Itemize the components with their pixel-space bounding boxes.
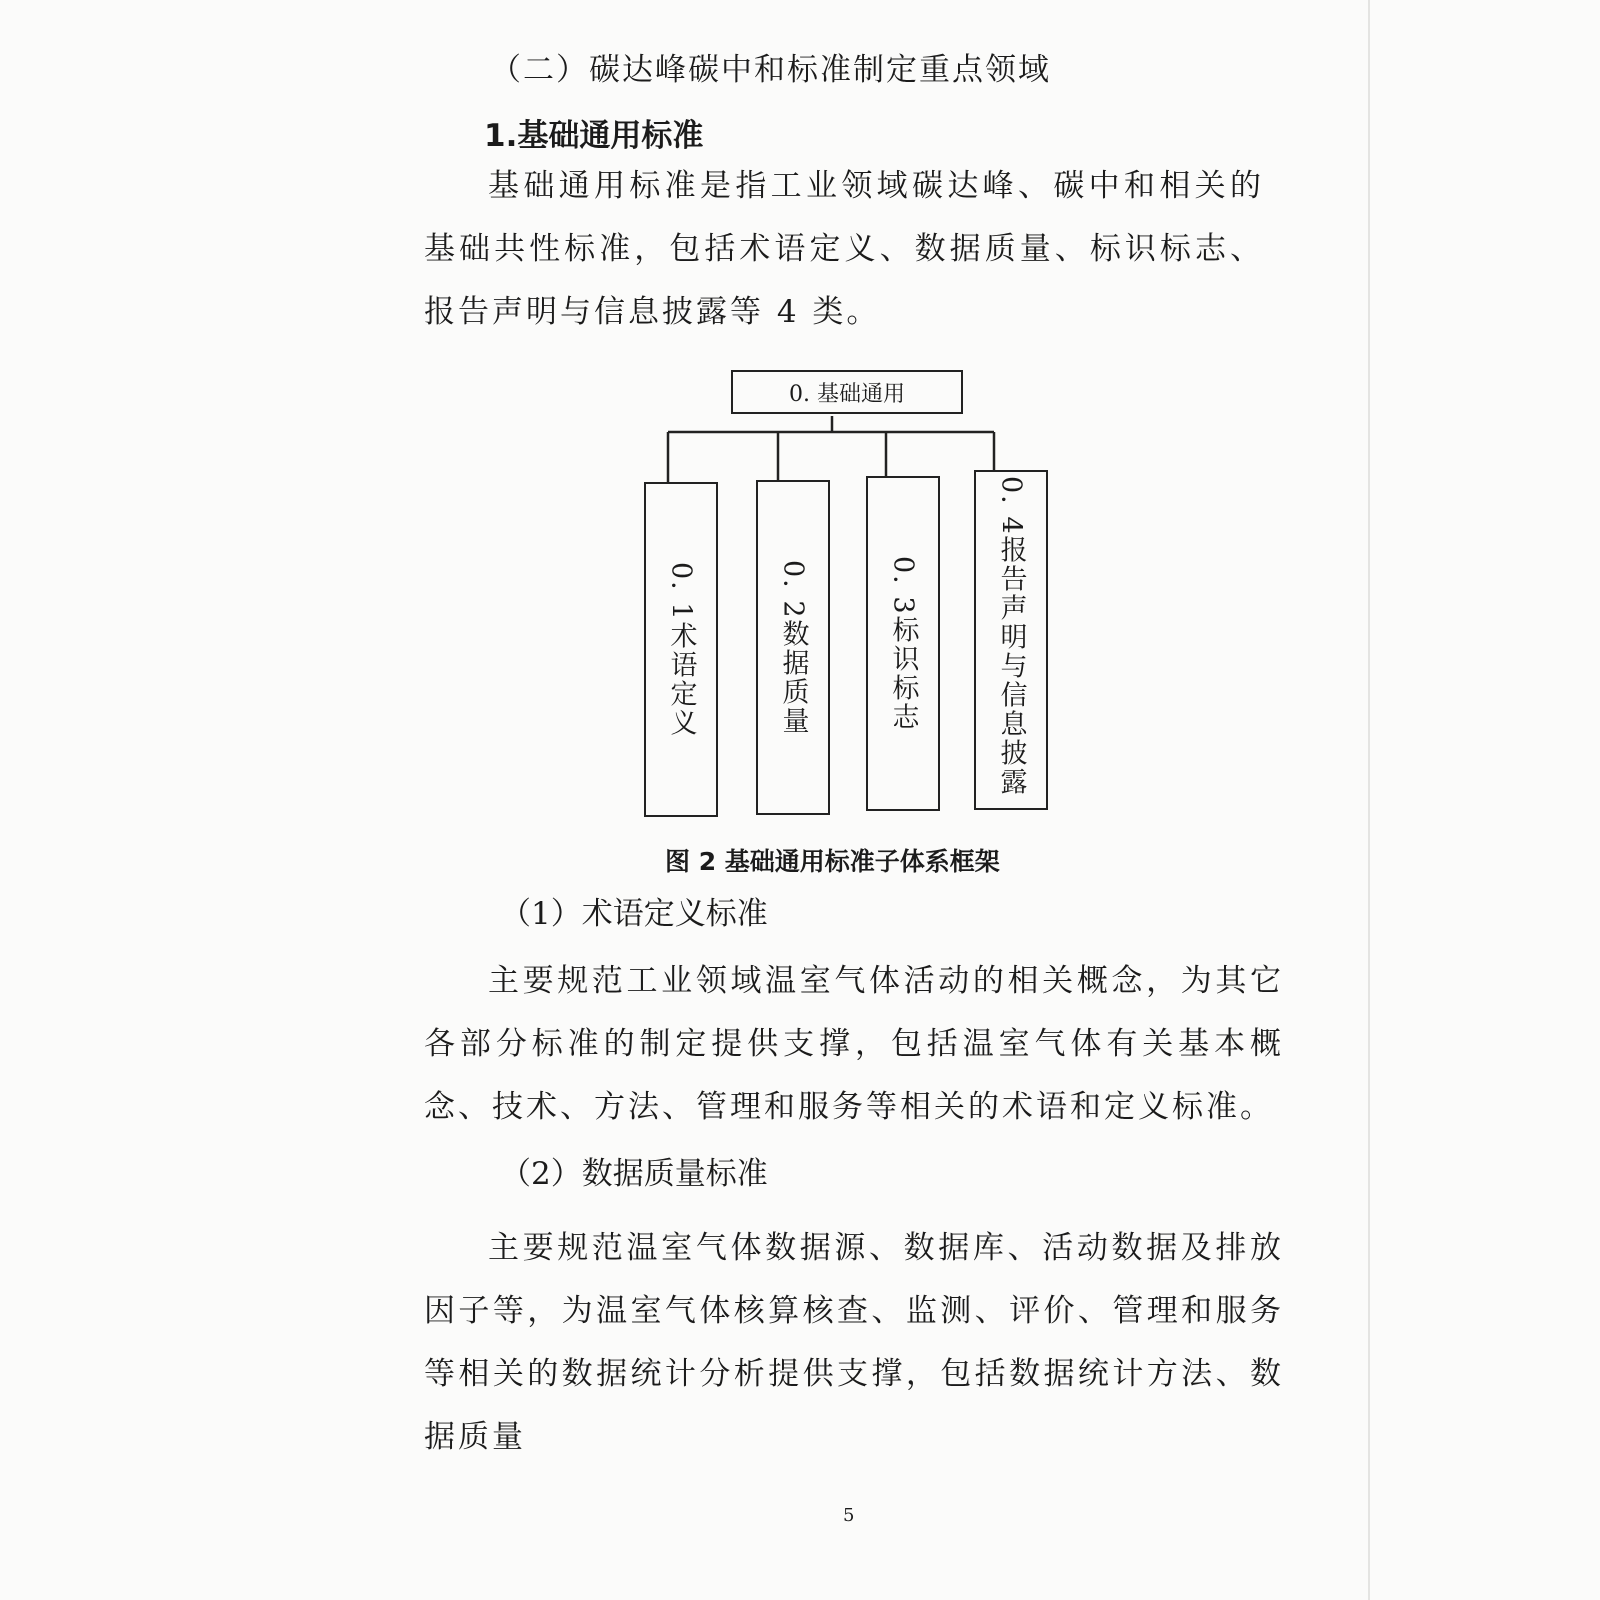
diagram-child-label-4: 0. 4报告声明与信息披露 bbox=[995, 476, 1027, 797]
page-number: 5 bbox=[843, 1505, 855, 1526]
sub-heading: 1.基础通用标准 bbox=[484, 118, 704, 154]
diagram-child-box-2 bbox=[756, 480, 830, 815]
framework-diagram bbox=[600, 360, 1080, 830]
diagram-child-label-1: 0. 1术语定义 bbox=[665, 561, 697, 738]
item-heading-data-quality: （2）数据质量标准 bbox=[500, 1156, 768, 1192]
figure-caption: 图 2 基础通用标准子体系框架 bbox=[665, 847, 1000, 876]
diagram-child-label-3: 0. 3标识标志 bbox=[887, 555, 919, 732]
diagram-child-label-2: 0. 2数据质量 bbox=[777, 559, 809, 736]
diagram-child-box-4 bbox=[974, 470, 1048, 810]
item-heading-terminology: （1）术语定义标准 bbox=[500, 896, 768, 932]
diagram-child-box-1 bbox=[644, 482, 718, 817]
diagram-root-box bbox=[731, 370, 963, 414]
paragraph-data-quality: 主要规范温室气体数据源、数据库、活动数据及排放因子等，为温室气体核算核查、监测、评价、管理和服务等相关的数据统计分析提供支撑，包括数据统计方法、数据质量 bbox=[424, 1230, 1284, 1455]
paragraph-terminology: 主要规范工业领域温室气体活动的相关概念，为其它各部分标准的制定提供支撑，包括温室气体有关基本概念、技术、方法、管理和服务等相关的术语和定义标准。 bbox=[424, 963, 1284, 1125]
diagram-root-label: 0. 基础通用 bbox=[789, 381, 905, 407]
section-heading: （二）碳达峰碳中和标准制定重点领域 bbox=[490, 52, 1051, 88]
paragraph-intro: 基础通用标准是指工业领域碳达峰、碳中和相关的基础共性标准，包括术语定义、数据质量、标识标志、报告声明与信息披露等 4 类。 bbox=[424, 168, 1264, 330]
diagram-child-box-3 bbox=[866, 476, 940, 811]
scan-edge-line bbox=[1368, 0, 1370, 1600]
